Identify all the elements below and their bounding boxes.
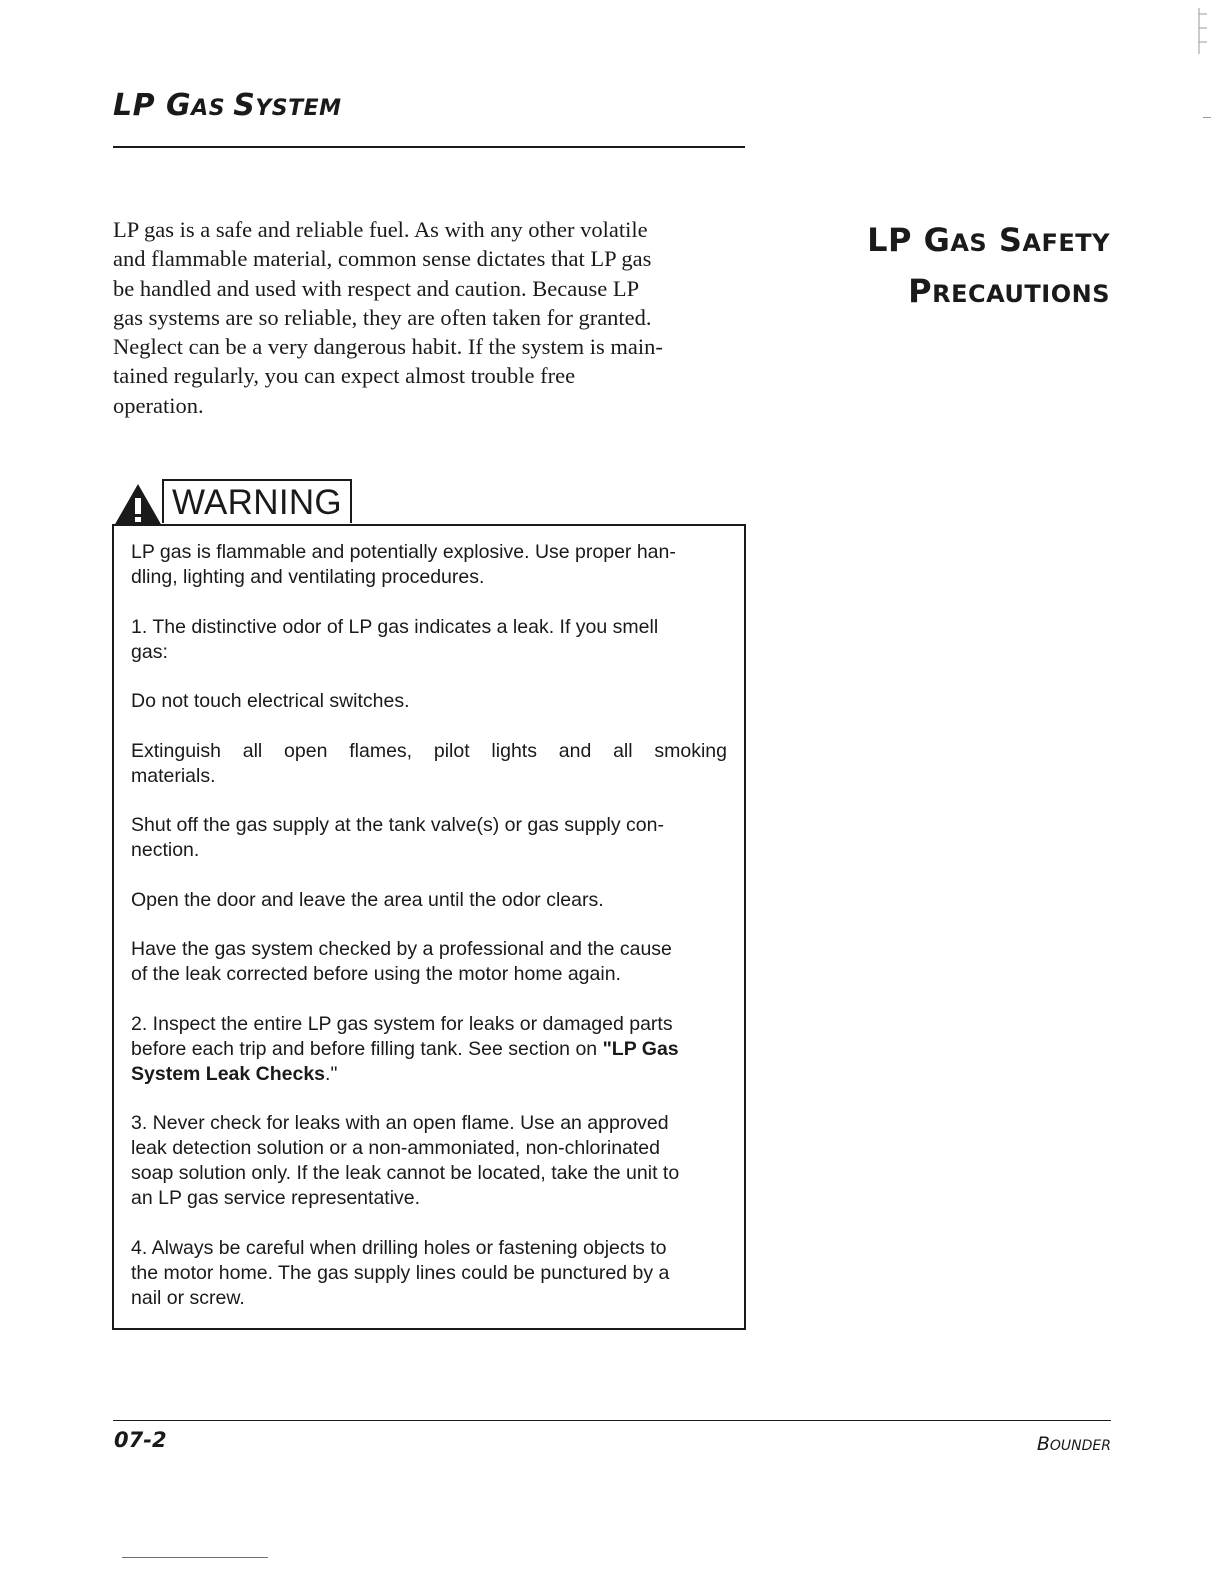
warning-step: Open the door and leave the area until the odor clears. [131,888,604,911]
warning-item-4: 4. Always be careful when drilling holes or fastening objects to the motor home. The gas supply lines could be punctured by a nail or screw. [131,1236,670,1309]
header-rule [113,146,745,148]
footer-rule [113,1420,1111,1421]
chapter-title: LP GAS SYSTEM [113,88,342,123]
warning-item-1: 1. The distinctive odor of LP gas indicates a leak. If you smell gas: [131,615,659,663]
intro-line: gas systems are so reliable, they are often taken for granted. [113,304,652,330]
intro-line: and flammable material, common sense dictates that LP gas [113,246,652,272]
warning-item-2: 2. Inspect the entire LP gas system for leaks or damaged parts before each trip and before filling tank. See section on "LP Gas System Leak Checks." [131,1012,679,1085]
edge-tick [1203,117,1211,118]
cross-reference: "LP Gas [602,1037,679,1060]
warning-step: Have the gas system checked by a professional and the cause of the leak corrected before using the motor home again. [131,938,672,985]
footer-brand: BOUNDER [1036,1433,1111,1455]
intro-line: tained regularly, you can expect almost trouble free [113,363,576,389]
warning-label: WARNING [162,479,352,523]
section-heading: LP GAS SAFETY PRECAUTIONS [867,221,1110,310]
scan-edge-line [122,1557,268,1558]
warning-triangle-icon [112,482,164,528]
cross-reference: System Leak Checks [131,1062,326,1085]
warning-intro: LP gas is flammable and potentially explosive. Use proper han- dling, lighting and ventilating procedures. [131,541,676,588]
warning-step: Shut off the gas supply at the tank valve(s) or gas supply con- nection. [131,814,664,861]
intro-line: Neglect can be a very dangerous habit. If the system is main- [113,334,663,360]
intro-line: LP gas is a safe and reliable fuel. As with any other volatile [113,217,648,242]
warning-item-3: 3. Never check for leaks with an open flame. Use an approved leak detection solution or a non-ammoniated, non-chlorinated soap solution only. If the leak cannot be located, take the unit to an LP gas service representative. [131,1112,680,1209]
warning-step: Extinguish all open flames, pilot lights and all smoking materials. [131,739,727,787]
intro-line: operation. [113,392,204,418]
page-number: 07-2 [114,1428,167,1452]
warning-content [131,540,727,1311]
intro-line: be handled and used with respect and caution. Because LP [113,275,640,301]
intro-paragraph [113,215,743,420]
warning-step: Do not touch electrical switches. [131,690,410,712]
binding-edge-marks [1197,4,1211,56]
